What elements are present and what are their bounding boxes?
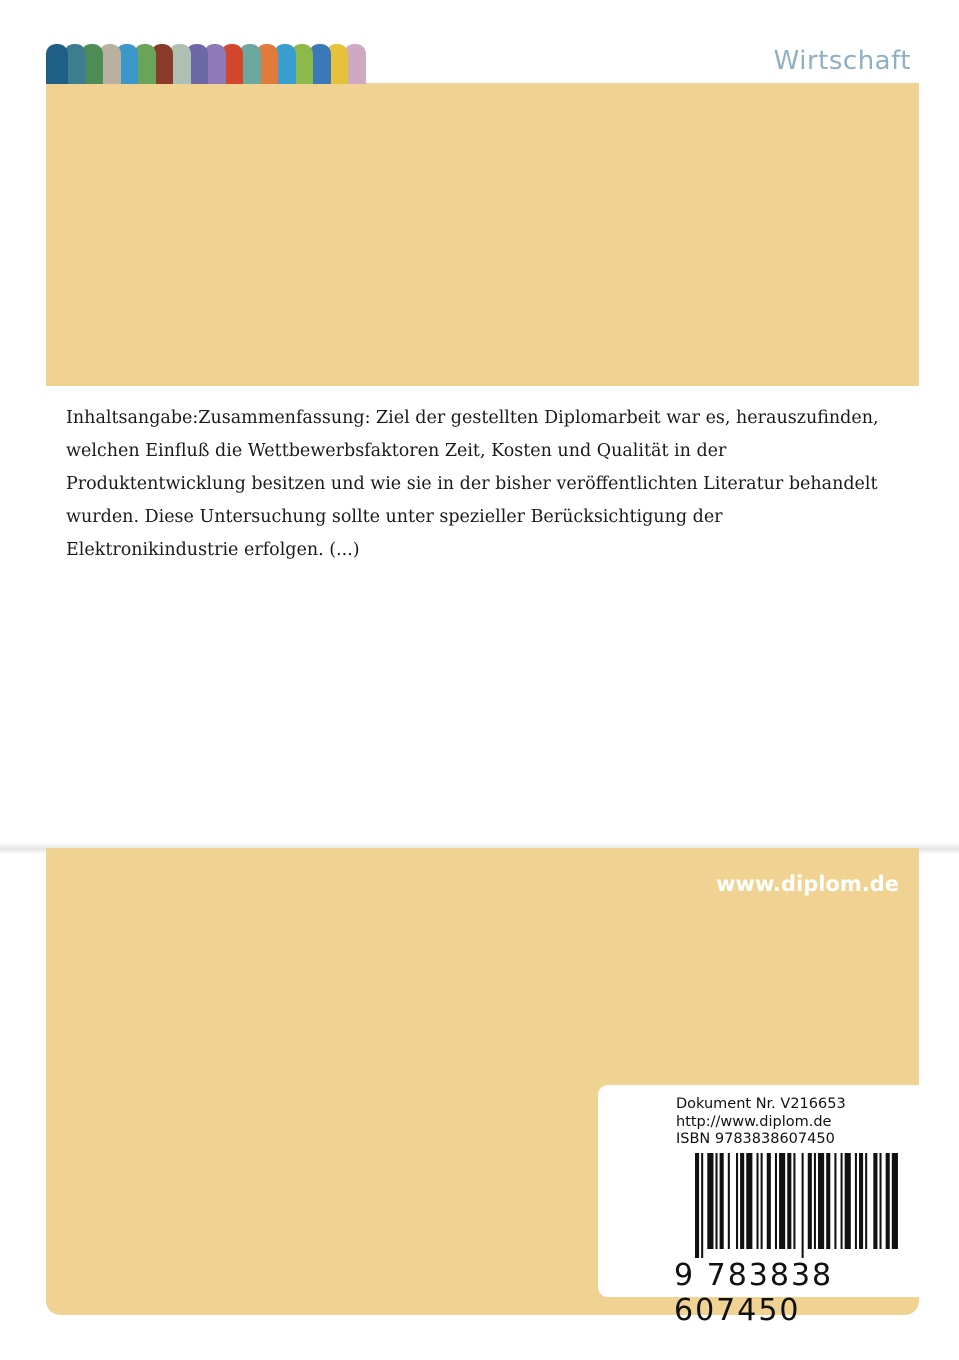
barcode-bar bbox=[736, 1153, 738, 1249]
barcode-bar bbox=[841, 1153, 843, 1249]
barcode-bar bbox=[826, 1153, 830, 1249]
barcode-bar bbox=[814, 1153, 816, 1249]
barcode-bar bbox=[892, 1153, 898, 1249]
color-tabs bbox=[46, 44, 386, 84]
category-label: Wirtschaft bbox=[773, 46, 911, 76]
barcode-bar bbox=[720, 1153, 724, 1249]
barcode-bar bbox=[818, 1153, 824, 1249]
barcode-bar bbox=[728, 1153, 730, 1249]
barcode-bar bbox=[716, 1153, 718, 1249]
barcode-bar bbox=[775, 1153, 777, 1249]
barcode-bar bbox=[834, 1153, 836, 1249]
abstract-line: welchen Einfluß die Wettbewerbsfaktoren Zeit, Kosten und Qualität in der bbox=[66, 441, 727, 461]
barcode-bar bbox=[886, 1153, 890, 1249]
barcode-bar bbox=[845, 1153, 851, 1249]
abstract-line: wurden. Diese Untersuchung sollte unter spezieller Berücksichtigung der bbox=[66, 507, 723, 527]
publisher-website: www.diplom.de bbox=[716, 872, 899, 896]
barcode-bar bbox=[865, 1153, 867, 1249]
barcode-bar bbox=[761, 1153, 763, 1249]
document-url: http://www.diplom.de bbox=[676, 1113, 832, 1130]
barcode-bar bbox=[787, 1153, 791, 1249]
barcode-bar bbox=[855, 1153, 857, 1249]
barcode-bar bbox=[746, 1153, 752, 1249]
abstract-text bbox=[66, 402, 906, 567]
barcode-bar bbox=[740, 1153, 744, 1249]
top-color-panel bbox=[46, 83, 919, 386]
barcode-bar bbox=[695, 1153, 699, 1258]
barcode-bar bbox=[701, 1153, 703, 1258]
isbn-number: ISBN 9783838607450 bbox=[676, 1131, 835, 1147]
abstract-line: Produktentwicklung besitzen und wie sie in der bisher veröffentlichten Literatur behandelt bbox=[66, 474, 878, 494]
barcode-bar bbox=[808, 1153, 812, 1249]
barcode-bar bbox=[880, 1153, 882, 1249]
document-number: Dokument Nr. V216653 bbox=[676, 1096, 846, 1112]
abstract-line: Elektronikindustrie erfolgen. (...) bbox=[66, 540, 360, 560]
barcode-bar bbox=[793, 1153, 795, 1249]
barcode-bar bbox=[767, 1153, 771, 1249]
barcode-bar bbox=[873, 1153, 877, 1249]
barcode-bar bbox=[707, 1153, 713, 1249]
barcode-image bbox=[694, 1153, 901, 1258]
abstract-line: Inhaltsangabe:Zusammenfassung: Ziel der gestellten Diplomarbeit war es, herauszufinden, bbox=[66, 408, 879, 428]
barcode-info bbox=[676, 1096, 846, 1149]
barcode-bar bbox=[757, 1153, 759, 1249]
barcode-bar bbox=[802, 1153, 804, 1258]
barcode-bar bbox=[859, 1153, 863, 1249]
color-tab bbox=[46, 44, 68, 84]
barcode-bar bbox=[779, 1153, 785, 1249]
barcode-digits: 9 783838 607450 bbox=[674, 1258, 834, 1328]
